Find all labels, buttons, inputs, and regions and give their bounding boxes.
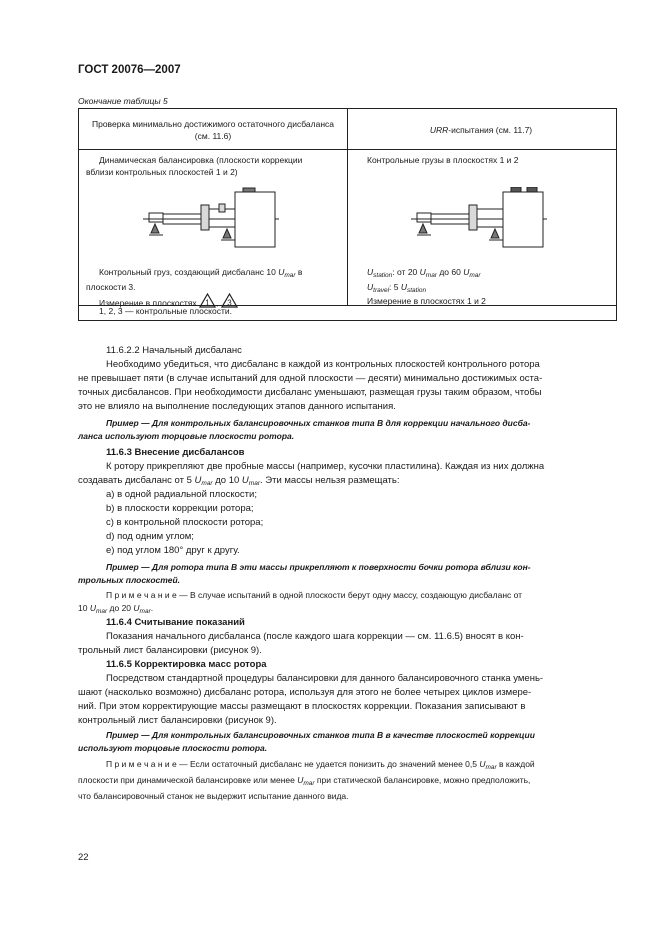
table-cell-col2-top: Контрольные грузы в плоскостях 1 и 2 [367,155,519,165]
section-title: 11.6.3 Внесение дисбалансов [106,447,245,458]
table-5 [78,108,617,321]
table-divider-vertical [347,109,348,305]
svg-text:3: 3 [227,298,232,308]
table-cell-col1-bottom: Контрольный груз, создающий дисбаланс 10 $U_{mar}$ в плоскости 3. Измерение в плоскостях 1 , 3 [86,267,303,308]
note-2: П р и м е ч а н и е — Если остаточный дисбаланс не удается понизить до значений менее 0,5 $U_{mar}$ в каждой плоскости при динамической балансировке или менее $U_{mar}$ при статической балансировке, можно предположить, что балансировочный станок не выдержит испытание данного вида. [78,759,535,801]
list-item: b) в плоскости коррекции ротора; [106,503,254,514]
table-caption: Окончание таблицы 5 [78,96,168,106]
table-cell-col1-top: Динамическая балансировка (плоскости коррекции вблизи контрольных плоскостей 1 и 2) [86,155,303,177]
list-item: a) в одной радиальной плоскости; [106,489,257,500]
svg-text:1: 1 [205,298,210,308]
table-footnote: 1, 2, 3 — контрольные плоскости. [99,306,232,316]
example-3: Пример — Для контрольных балансировочных станков типа B в качестве плоскостей коррекции используют торцовые плоскости ротора. [78,730,535,753]
section-11-6-3: 11.6.3 Внесение дисбалансов К ротору прикрепляют две пробные массы (например, кусочки пластилина). Каждая из них должна создавать дисбаланс от 5 $U_{mar}$ до 10 $U_{mar}$. Эти массы нельзя размещать: [78,446,615,491]
section-title: 11.6.4 Считывание показаний [106,617,245,628]
document-header: ГОСТ 20076—2007 [78,64,181,76]
rotor-diagram-dynamic [139,187,289,265]
note-1: П р и м е ч а н и е — В случае испытаний в одной плоскости берут одну массу, создающую дисбаланс от 10 $U_{mar}$ до 20 $U_{mar}$. [78,590,523,615]
page-number: 22 [78,852,89,863]
table-header-col2: URR-испытания (см. 11.7) [429,125,533,135]
section-11-6-4: 11.6.4 Считывание показаний Показания начального дисбаланса (после каждого шага коррекции — см. 11.6.5) вносят в кон- трольный лист балансировки (рисунок 9). [78,616,615,658]
table-cell-col2-bottom: $U_{station}$: от 20 $U_{mar}$ до 60 $U_{mar}$ $U_{travel}$: 5 $U_{station}$ Измерение в плоскостях 1 и 2 [367,267,486,306]
list-item: c) в контрольной плоскости ротора; [106,517,264,528]
list-item: e) под углом 180° друг к другу. [106,545,240,556]
example-2: Пример — Для ротора типа B эти массы прикрепляют к поверхности бочки ротора вблизи кон- трольных плоскостей. [78,562,531,585]
section-title: 11.6.5 Корректировка масс ротора [106,659,267,670]
section-11-6-2-2: 11.6.2.2 Начальный дисбаланс Необходимо убедиться, что дисбаланс в каждой из контрольных плоскостей контрольного ротора не превышает пяти (в случае испытаний для одной плоскости — десяти) минимально достижимых оста- точных дисбалансов. При необходимости дисбаланс уменьшают, размещая грузы таким образом, чтобы это не влияло на выполнение последующих этапов данного испытания. [78,344,615,414]
list-item: d) под одним углом; [106,531,194,542]
rotor-diagram-urr [407,187,557,265]
table-header-col1: Проверка минимально достижимого остаточного дисбаланса (см. 11.6) [91,119,335,141]
example-1: Пример — Для контрольных балансировочных станков типа B для коррекции начального дисба- ланса используют торцовые плоскости ротора. [78,418,531,441]
section-title: 11.6.2.2 Начальный дисбаланс [106,345,242,356]
table-divider-header [79,149,616,150]
section-11-6-5: 11.6.5 Корректировка масс ротора Посредством стандартной процедуры балансировки для данного балансировочного станка умень- шают (насколько возможно) дисбаланс ротора, используя для этого не более четырех циклов измере- ний. При этом корректирующие массы размещают в плоскостях коррекции. Показания записывают в контрольный лист балансировки (рисунок 9). [78,658,615,728]
